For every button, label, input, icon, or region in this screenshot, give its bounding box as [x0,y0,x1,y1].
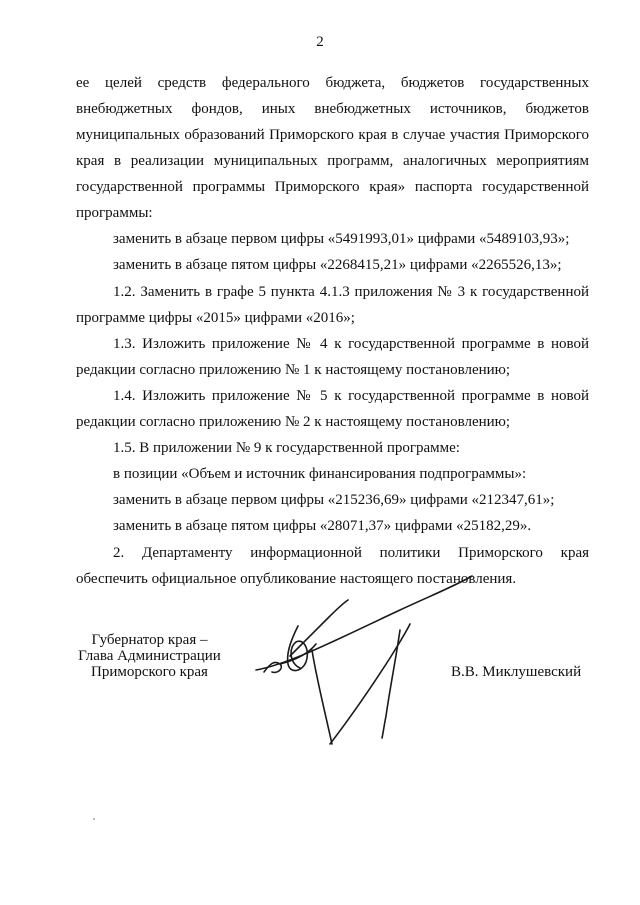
page-number: 2 [316,34,324,50]
body-line: муниципальных образований Приморского края в случае участия Приморского [76,127,589,143]
body-line: обеспечить официальное опубликование настоящего постановления. [76,571,517,587]
body-line: заменить в абзаце первом цифры «215236,69» цифрами «212347,61»; [113,492,555,508]
signatory-title-line: Глава Администрации [78,648,221,664]
body-line: программе цифры «2015» цифрами «2016»; [76,310,355,326]
body-line: редакции согласно приложению № 2 к настоящему постановлению; [76,414,511,430]
scan-artifact [93,818,95,820]
body-line: 2. Департаменту информационной политики Приморского края [113,545,589,561]
body-line: редакции согласно приложению № 1 к настоящему постановлению; [76,362,511,378]
body-line: края в реализации муниципальных программ, аналогичных мероприятиям [76,153,589,169]
body-line: программы: [76,205,153,221]
body-line: 1.3. Изложить приложение № 4 к государственной программе в новой [113,336,589,352]
body-line: заменить в абзаце первом цифры «5491993,01» цифрами «5489103,93»; [113,231,570,247]
body-line: 1.4. Изложить приложение № 5 к государственной программе в новой [113,388,589,404]
signatory-title-line: Приморского края [91,664,208,680]
signatory-name: В.В. Миклушевский [451,664,582,680]
body-line: заменить в абзаце пятом цифры «28071,37» цифрами «25182,29». [113,518,532,534]
body-line: ее целей средств федерального бюджета, бюджетов государственных [76,75,589,91]
body-line: внебюджетных фондов, иных внебюджетных источников, бюджетов [76,101,589,117]
body-line: 1.5. В приложении № 9 к государственной программе: [113,440,460,456]
handwritten-signature [250,568,490,748]
body-line: заменить в абзаце пятом цифры «2268415,21» цифрами «2265526,13»; [113,257,562,273]
body-line: государственной программы Приморского края» паспорта государственной [76,179,589,195]
body-line: в позиции «Объем и источник финансирования подпрограммы»: [113,466,527,482]
body-line: 1.2. Заменить в графе 5 пункта 4.1.3 приложения № 3 к государственной [113,284,589,300]
signatory-title-line: Губернатор края – [91,632,208,648]
